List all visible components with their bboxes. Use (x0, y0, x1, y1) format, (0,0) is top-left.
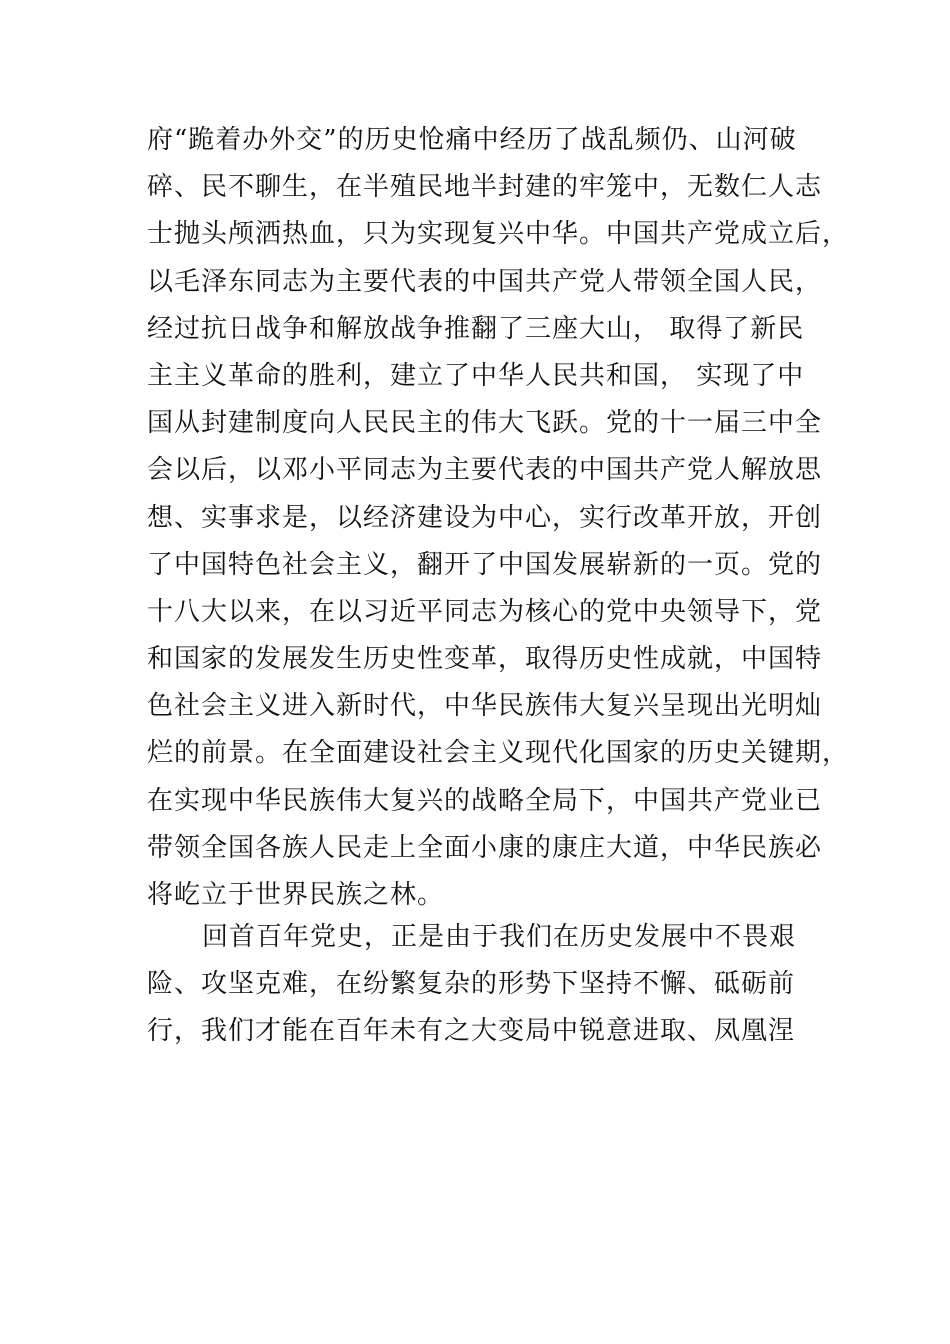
text-line: 会以后，以邓小平同志为主要代表的中国共产党人解放思 (147, 455, 823, 486)
text-line: 主主义革命的胜利，建立了中华人民共和国， 实现了中 (147, 360, 805, 391)
text-line: 行，我们才能在百年未有之大变局中锐意进取、凤凰涅 (147, 1016, 796, 1047)
text-line: 烂的前景。在全面建设社会主义现代化国家的历史关键期， (147, 738, 850, 769)
text-line: 国从封建制度向人民民主的伟大飞跃。党的十一届三中全 (147, 408, 823, 439)
text-line: 险、攻坚克难，在纷繁复杂的形势下坚持不懈、砥砺前 (147, 969, 796, 1000)
text-line: 经过抗日战争和解放战争推翻了三座大山， 取得了新民 (147, 313, 805, 344)
text-line: 带领全国各族人民走上全面小康的康庄大道，中华民族必 (147, 832, 823, 863)
text-line: 了中国特色社会主义，翻开了中国发展崭新的一页。党的 (147, 549, 823, 580)
text-line: 十八大以来，在以习近平同志为核心的党中央领导下，党 (147, 596, 823, 627)
text-line: 在实现中华民族伟大复兴的战略全局下，中国共产党业已 (147, 785, 823, 816)
text-line: 色社会主义进入新时代，中华民族伟大复兴呈现出光明灿 (147, 691, 823, 722)
text-line-first: 回首百年党史，正是由于我们在历史发展中不畏艰 (202, 922, 797, 952)
text-line: 士抛头颅洒热血，只为实现复兴中华。中国共产党成立后， (147, 219, 850, 250)
paragraph-history (147, 117, 850, 919)
paragraph-review (147, 914, 847, 1056)
text-line: 想、实事求是，以经济建设为中心，实行改革开放，开创 (147, 502, 823, 533)
text-line: 和国家的发展发生历史性变革，取得历史性成就，中国特 (147, 644, 823, 675)
text-line: 以毛泽东同志为主要代表的中国共产党人带领全国人民， (147, 266, 823, 297)
text-line: 碎、民不聊生，在半殖民地半封建的牢笼中，无数仁人志 (147, 172, 823, 203)
text-line: 府“跪着办外交”的历史怆痛中经历了战乱频仍、山河破 (147, 125, 797, 155)
text-line: 将屹立于世界民族之林。 (147, 880, 445, 910)
